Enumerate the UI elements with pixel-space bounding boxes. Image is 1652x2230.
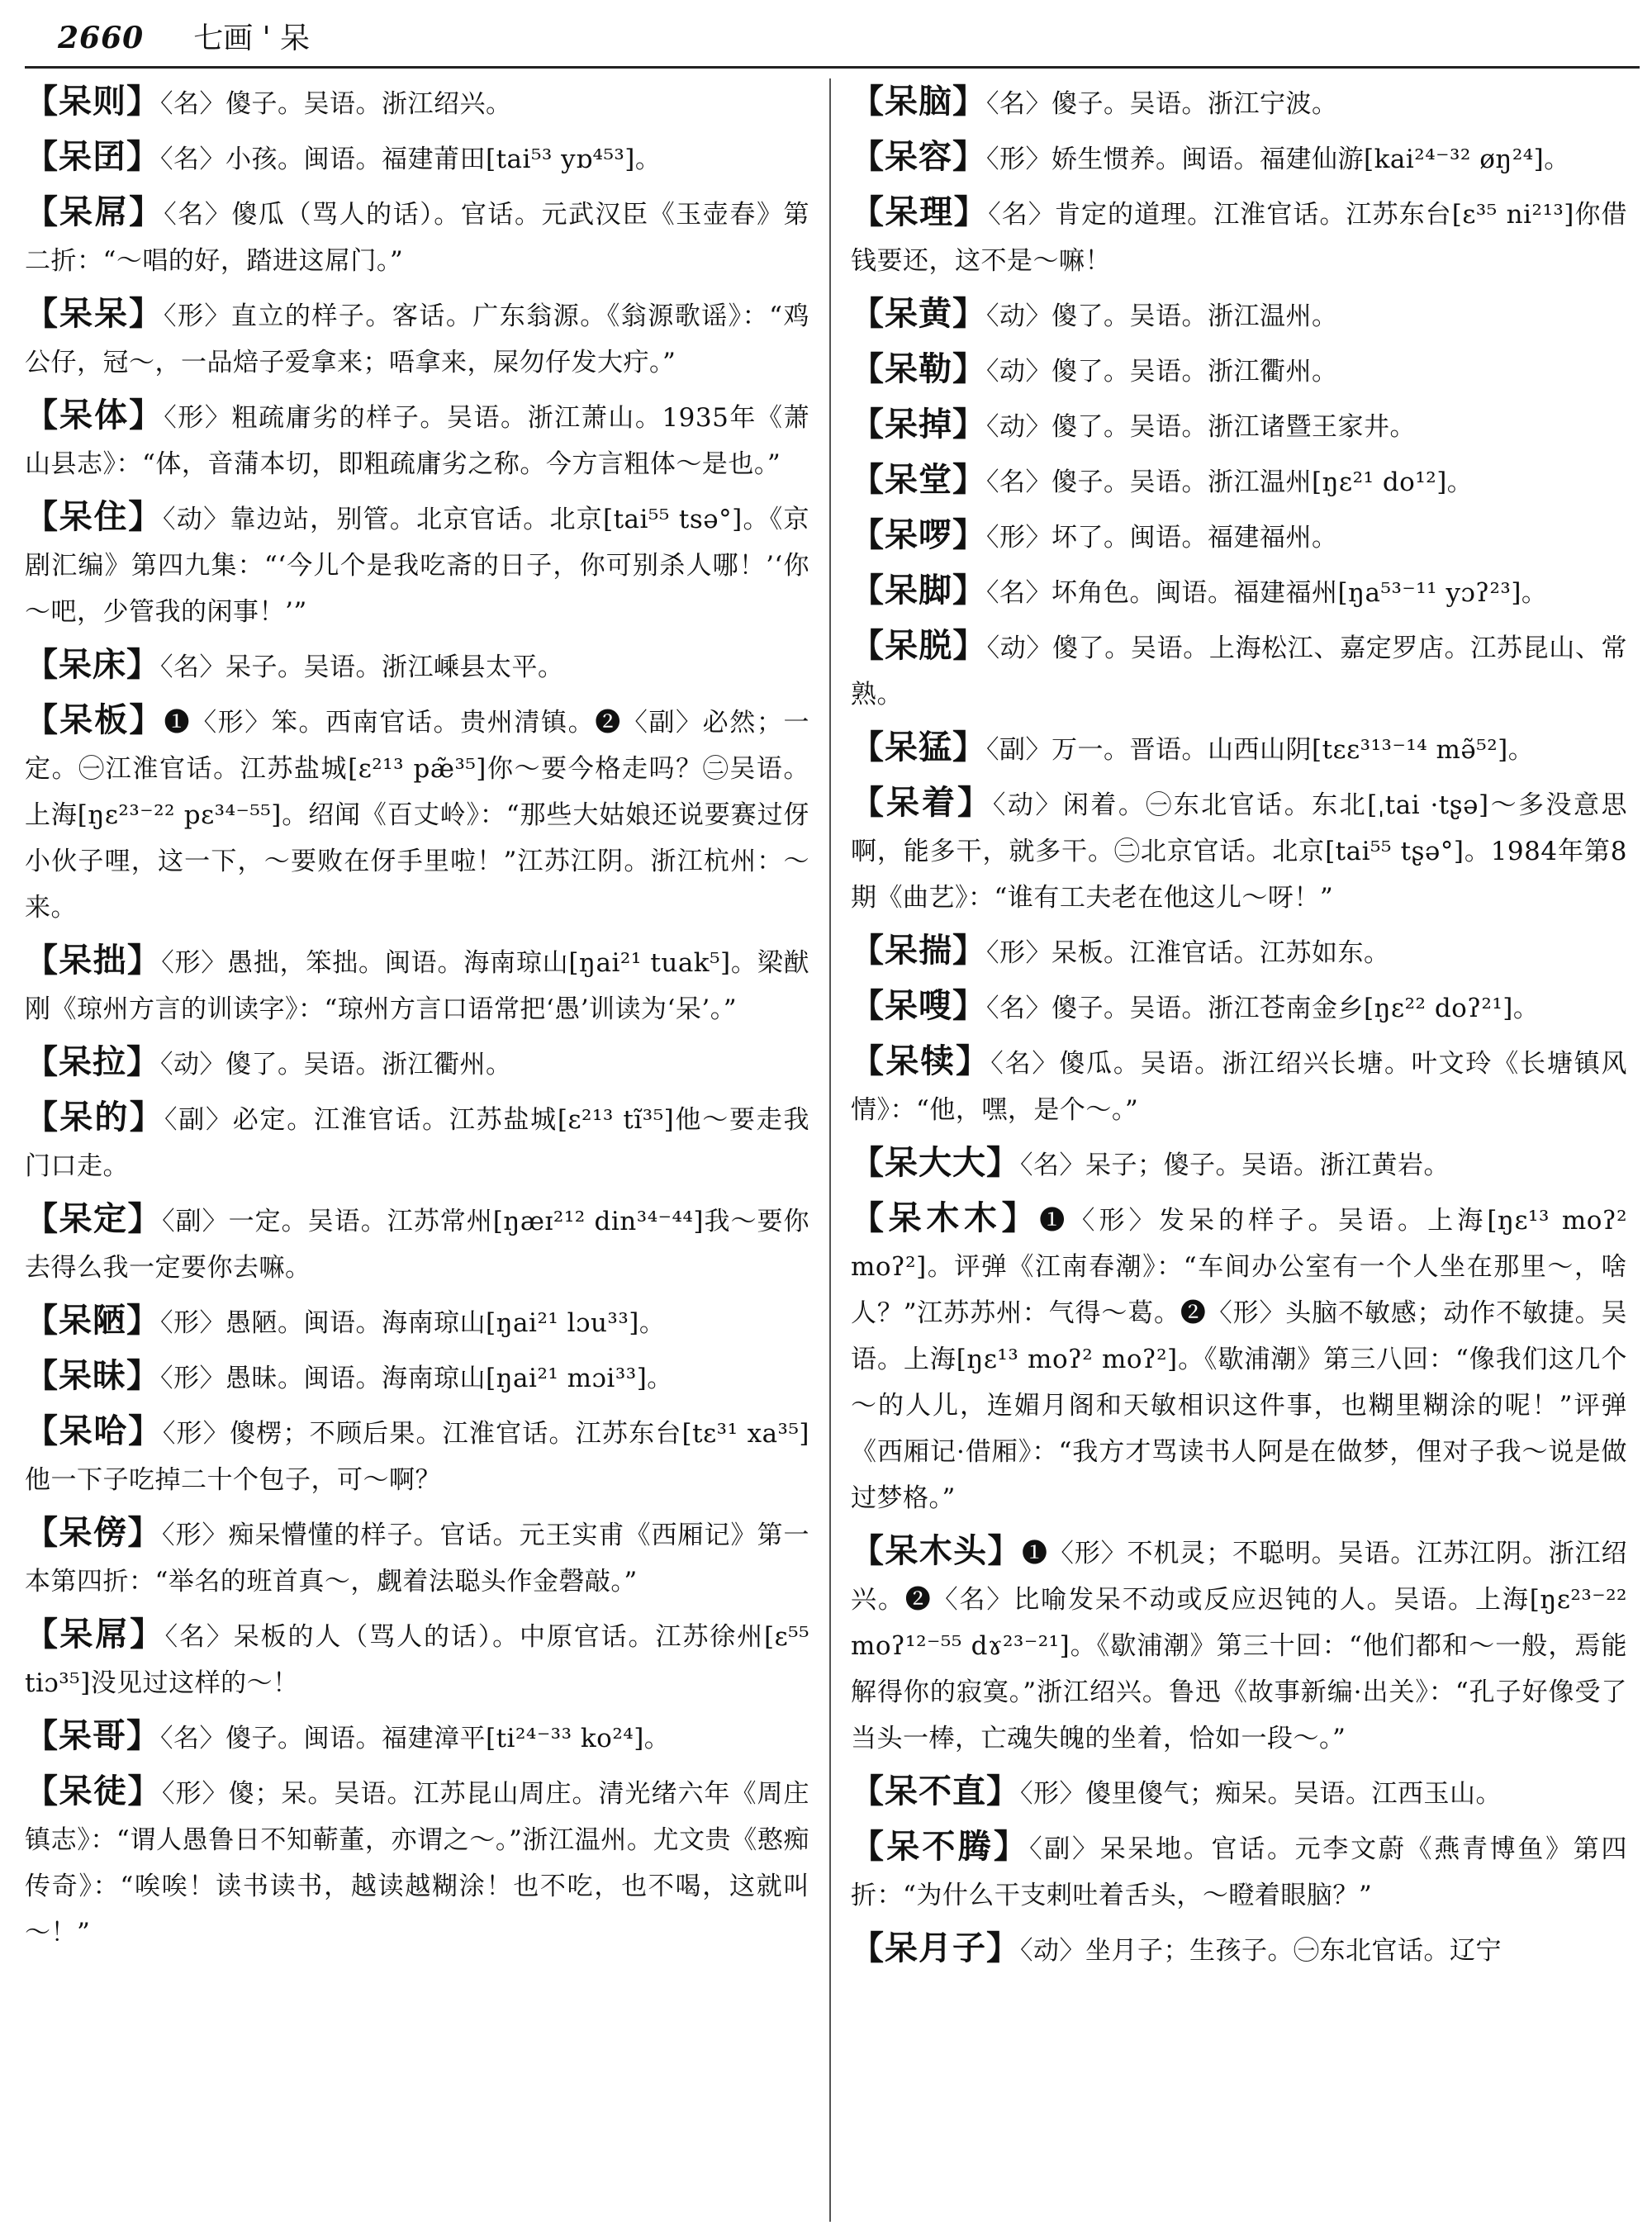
dictionary-entry	[25, 1196, 809, 1291]
entry-definition: 〈名〉肯定的道理。江淮官话。江苏东台[ɛ³⁵ ni²¹³]你借钱要还，这不是～嘛！	[851, 200, 1627, 276]
entry-headword: 【呆则】	[25, 82, 160, 121]
dictionary-entry	[25, 697, 809, 931]
dictionary-entry	[25, 1353, 809, 1402]
entry-definition: 〈名〉傻子。闽语。福建漳平[ti²⁴⁻³³ ko²⁴]。	[160, 1724, 671, 1753]
entry-headword: 【呆理】	[851, 192, 989, 231]
dictionary-entry	[25, 291, 809, 386]
entry-headword: 【呆不腾】	[851, 1827, 1030, 1866]
entry-headword: 【呆屌】	[25, 192, 164, 231]
entry-headword: 【呆勒】	[851, 349, 986, 388]
dictionary-entry	[851, 291, 1627, 339]
entry-headword: 【呆不直】	[851, 1772, 1020, 1810]
entry-headword: 【呆嗖】	[851, 986, 986, 1025]
entry-definition: 〈形〉直立的样子。客话。广东翁源。《翁源歌谣》：“鸡公仔，冠～，一品焙子爱拿来；唔拿来，屎勿仔发大疔。”	[25, 301, 809, 377]
entry-headword: 【呆傍】	[25, 1513, 162, 1552]
dictionary-entry	[851, 1768, 1627, 1817]
dictionary-entry	[25, 1510, 809, 1605]
entry-definition: 〈名〉小孩。闽语。福建莆田[tai⁵³ yɒ⁴⁵³]。	[160, 145, 662, 174]
entry-definition: 〈形〉呆板。江淮官话。江苏如东。	[986, 938, 1390, 968]
dictionary-entry	[851, 346, 1627, 395]
dictionary-entry	[851, 512, 1627, 561]
entry-headword: 【呆陋】	[25, 1301, 160, 1340]
entry-headword: 【呆脱】	[851, 626, 987, 665]
entry-definition: 〈形〉傻；呆。吴语。江苏昆山周庄。清光绪六年《周庄镇志》：“谓人愚鲁日不知蕲董，亦谓之～。”浙江温州。尤文贵《憨痴传奇》：“唉唉！读书读书，越读越糊涂！也不吃，也不喝，这就叫～！”	[25, 1779, 809, 1948]
entry-definition: 〈动〉靠边站，别管。北京官话。北京[tai⁵⁵ tsə°]。《京剧汇编》第四九集：“‘今儿个是我吃斋的日子，你可别杀人哪！’‘你～吧，少管我的闲事！’”	[25, 505, 809, 627]
dictionary-entry	[851, 928, 1627, 976]
dictionary-entry	[851, 1925, 1627, 1974]
entry-definition: 〈名〉傻子。吴语。浙江绍兴。	[160, 89, 512, 119]
dictionary-entry	[851, 189, 1627, 284]
entry-headword: 【呆大大】	[851, 1143, 1020, 1182]
entry-definition: 〈名〉傻子。吴语。浙江宁波。	[986, 89, 1338, 119]
dictionary-entry	[851, 567, 1627, 616]
entry-headword: 【呆木木】	[851, 1198, 1040, 1237]
dictionary-entry	[851, 457, 1627, 505]
entry-headword: 【呆昧】	[25, 1356, 160, 1395]
dictionary-entry	[851, 780, 1627, 921]
dictionary-entry	[851, 1528, 1627, 1762]
entry-definition: 〈形〉愚拙，笨拙。闽语。海南琼山[ŋai²¹ tuak⁵]。梁猷刚《琼州方言的训读字》：“琼州方言口语常把‘愚’训读为‘呆’。”	[25, 948, 809, 1024]
entry-definition: 〈动〉坐月子；生孩子。㊀东北官话。辽宁	[1020, 1936, 1502, 1966]
entry-headword: 【呆猛】	[851, 728, 986, 766]
entry-definition: 〈名〉坏角色。闽语。福建福州[ŋa⁵³⁻¹¹ yɔʔ²³]。	[986, 578, 1548, 608]
entry-headword: 【呆拙】	[25, 941, 162, 980]
dictionary-entry	[25, 78, 809, 127]
entry-definition: 〈形〉愚昧。闽语。海南琼山[ŋai²¹ mɔi³³]。	[160, 1364, 673, 1393]
entry-headword: 【呆脑】	[851, 82, 986, 121]
dictionary-entry	[25, 494, 809, 635]
entry-definition: ❶〈形〉不机灵；不聪明。吴语。江苏江阴。浙江绍兴。❷〈名〉比喻发呆不动或反应迟钝的人。吴语。上海[ŋɛ²³⁻²² moʔ¹²⁻⁵⁵ dɤ²³⁻²¹]。《歇浦潮》第三十回：“他们都和～一般，焉能解得你的寂寞。”浙江绍兴。鲁迅《故事新编·出关》：“孔子好像受了当头一棒，亡魂失魄的坐着，恰如一段～。”	[851, 1539, 1627, 1753]
entry-definition: 〈动〉傻了。吴语。浙江衢州。	[986, 357, 1338, 387]
entry-headword: 【呆拉】	[25, 1042, 160, 1081]
entry-headword: 【呆呆】	[25, 294, 164, 333]
entry-headword: 【呆着】	[851, 783, 993, 822]
entry-headword: 【呆板】	[25, 700, 164, 739]
entry-definition: ❶〈形〉发呆的样子。吴语。上海[ŋɛ¹³ moʔ² moʔ²]。评弹《江南春潮》：“车间办公室有一个人坐在那里～，啥人？”江苏苏州：气得～葛。❷〈形〉头脑不敏感；动作不敏捷。吴语。上海[ŋɛ¹³ moʔ² moʔ²]。《歇浦潮》第三八回：“像我们这几个～的人儿，连媚月阁和天敏相识这件事，也糊里糊涂的呢！”评弹《西厢记·借厢》：“我方才骂读书人阿是在做梦，俚对子我～说是做过梦格。”	[851, 1206, 1627, 1513]
entry-definition: 〈名〉呆板的人（骂人的话）。中原官话。江苏徐州[ɛ⁵⁵ tiɔ³⁵]没见过这样的～！	[25, 1622, 809, 1698]
dictionary-entry	[851, 724, 1627, 773]
entry-headword: 【呆住】	[25, 497, 164, 536]
entry-headword: 【呆体】	[25, 396, 164, 434]
entry-headword: 【呆哈】	[25, 1412, 163, 1450]
dictionary-entry	[25, 642, 809, 690]
header-rule	[25, 66, 1640, 69]
entry-headword: 【呆床】	[25, 645, 160, 684]
entry-definition: 〈名〉呆子；傻子。吴语。浙江黄岩。	[1020, 1151, 1450, 1180]
entry-definition: 〈名〉傻瓜。吴语。浙江绍兴长塘。叶文玲《长塘镇风情》：“他，嘿，是个～。”	[851, 1049, 1627, 1125]
right-column	[851, 78, 1627, 2218]
entry-headword: 【呆木头】	[851, 1531, 1022, 1570]
entry-headword: 【呆黄】	[851, 294, 986, 333]
entry-definition: 〈副〉万一。晋语。山西山阴[tɛɛ³¹³⁻¹⁴ mə̃⁵²]。	[986, 735, 1535, 765]
entry-definition: 〈动〉傻了。吴语。浙江衢州。	[160, 1050, 512, 1079]
dictionary-entry	[851, 134, 1627, 183]
page-header	[58, 15, 1611, 64]
dictionary-entry	[25, 1408, 809, 1503]
entry-definition: 〈动〉闲着。㊀东北官话。东北[ˌtai ·tʂə]～多没意思啊，能多干，就多干。㊁北京官话。北京[tai⁵⁵ tʂə°]。1984年第8期《曲艺》：“谁有工夫老在他这儿～呀！”	[851, 790, 1627, 913]
entry-headword: 【呆堂】	[851, 460, 986, 499]
entry-definition: 〈形〉愚陋。闽语。海南琼山[ŋai²¹ lɔu³³]。	[160, 1308, 666, 1338]
dictionary-entry	[25, 1094, 809, 1189]
column-divider	[829, 78, 831, 2222]
entry-definition: 〈副〉呆呆地。官话。元李文蔚《燕青博鱼》第四折：“为什么干支剌吐着舌头，～瞪着眼脑？”	[851, 1834, 1627, 1910]
entry-definition: 〈形〉娇生惯养。闽语。福建仙游[kai²⁴⁻³² øŋ²⁴]。	[986, 145, 1570, 174]
entry-definition: ❶〈形〉笨。西南官话。贵州清镇。❷〈副〉必然；一定。㊀江淮官话。江苏盐城[ɛ²¹³ pæ̃³⁵]你～要今格走吗？㊁吴语。上海[ŋɛ²³⁻²² pɛ³⁴⁻⁵⁵]。绍闻《百丈岭》：“那些大姑娘还说要赛过伢小伙子哩，这一下，～要败在伢手里啦！”江苏江阴。浙江杭州：～来。	[25, 708, 809, 923]
entry-headword: 【呆哥】	[25, 1716, 160, 1755]
dictionary-entry	[851, 401, 1627, 450]
dictionary-entry	[25, 937, 809, 1032]
dictionary-entry	[25, 189, 809, 284]
entry-headword: 【呆的】	[25, 1098, 165, 1136]
entry-headword: 【呆屌】	[25, 1615, 165, 1654]
page-number: 2660	[58, 21, 145, 55]
dictionary-entry	[25, 1298, 809, 1346]
dictionary-entry	[25, 134, 809, 183]
entry-headword: 【呆啰】	[851, 515, 986, 554]
section-title: 七画 ' 呆	[193, 21, 310, 55]
dictionary-entry	[851, 1140, 1627, 1189]
entry-headword: 【呆徒】	[25, 1772, 162, 1810]
dictionary-entry	[851, 1038, 1627, 1133]
entry-headword: 【呆定】	[25, 1199, 163, 1238]
entry-definition: 〈名〉傻子。吴语。浙江苍南金乡[ŋɛ²² doʔ²¹]。	[986, 994, 1540, 1023]
dictionary-entry	[851, 78, 1627, 127]
dictionary-entry	[25, 392, 809, 487]
dictionary-entry	[25, 1768, 809, 1956]
dictionary-entry	[851, 983, 1627, 1032]
entry-headword: 【呆掉】	[851, 405, 986, 444]
dictionary-entry	[25, 1713, 809, 1762]
entry-definition: 〈副〉一定。吴语。江苏常州[ŋæɪ²¹² din³⁴⁻⁴⁴]我～要你去得么我一定要你去嘛。	[25, 1207, 809, 1283]
entry-definition: 〈动〉傻了。吴语。上海松江、嘉定罗店。江苏昆山、常熟。	[851, 633, 1627, 709]
entry-definition: 〈形〉粗疏庸劣的样子。吴语。浙江萧山。1935年《萧山县志》：“体，音蒲本切，即粗疏庸劣之称。今方言粗体～是也。”	[25, 403, 809, 479]
dictionary-entry	[25, 1039, 809, 1088]
dictionary-entry	[25, 1611, 809, 1706]
entry-definition: 〈名〉傻瓜（骂人的话）。官话。元武汉臣《玉壶春》第二折：“～唱的好，踏进这屌门。”	[25, 200, 809, 276]
entry-definition: 〈名〉傻子。吴语。浙江温州[ŋɛ²¹ do¹²]。	[986, 467, 1474, 497]
entry-definition: 〈形〉痴呆懵懂的样子。官话。元王实甫《西厢记》第一本第四折：“举名的班首真～，觑着法聪头作金磬敲。”	[25, 1521, 809, 1597]
entry-definition: 〈名〉呆子。吴语。浙江嵊县太平。	[160, 652, 564, 682]
entry-definition: 〈形〉傻楞；不顾后果。江淮官话。江苏东台[tɛ³¹ xa³⁵]他一下子吃掉二十个包子，可～啊？	[25, 1419, 809, 1495]
entry-definition: 〈动〉傻了。吴语。浙江诸暨王家井。	[986, 412, 1416, 442]
entry-headword: 【呆月子】	[851, 1929, 1020, 1967]
entry-definition: 〈形〉坏了。闽语。福建福州。	[986, 523, 1338, 553]
entry-definition: 〈形〉傻里傻气；痴呆。吴语。江西玉山。	[1020, 1779, 1502, 1809]
left-column	[25, 78, 809, 2218]
entry-headword: 【呆容】	[851, 137, 986, 176]
dictionary-entry	[851, 1824, 1627, 1919]
entry-definition: 〈副〉必定。江淮官话。江苏盐城[ɛ²¹³ tĩ³⁵]他～要走我门口走。	[25, 1105, 809, 1181]
entry-headword: 【呆囝】	[25, 137, 160, 176]
entry-headword: 【呆犊】	[851, 1041, 991, 1080]
entry-headword: 【呆脚】	[851, 571, 986, 610]
entry-definition: 〈动〉傻了。吴语。浙江温州。	[986, 301, 1338, 331]
dictionary-entry	[851, 1195, 1627, 1521]
entry-headword: 【呆揣】	[851, 931, 986, 970]
dictionary-entry	[851, 623, 1627, 718]
